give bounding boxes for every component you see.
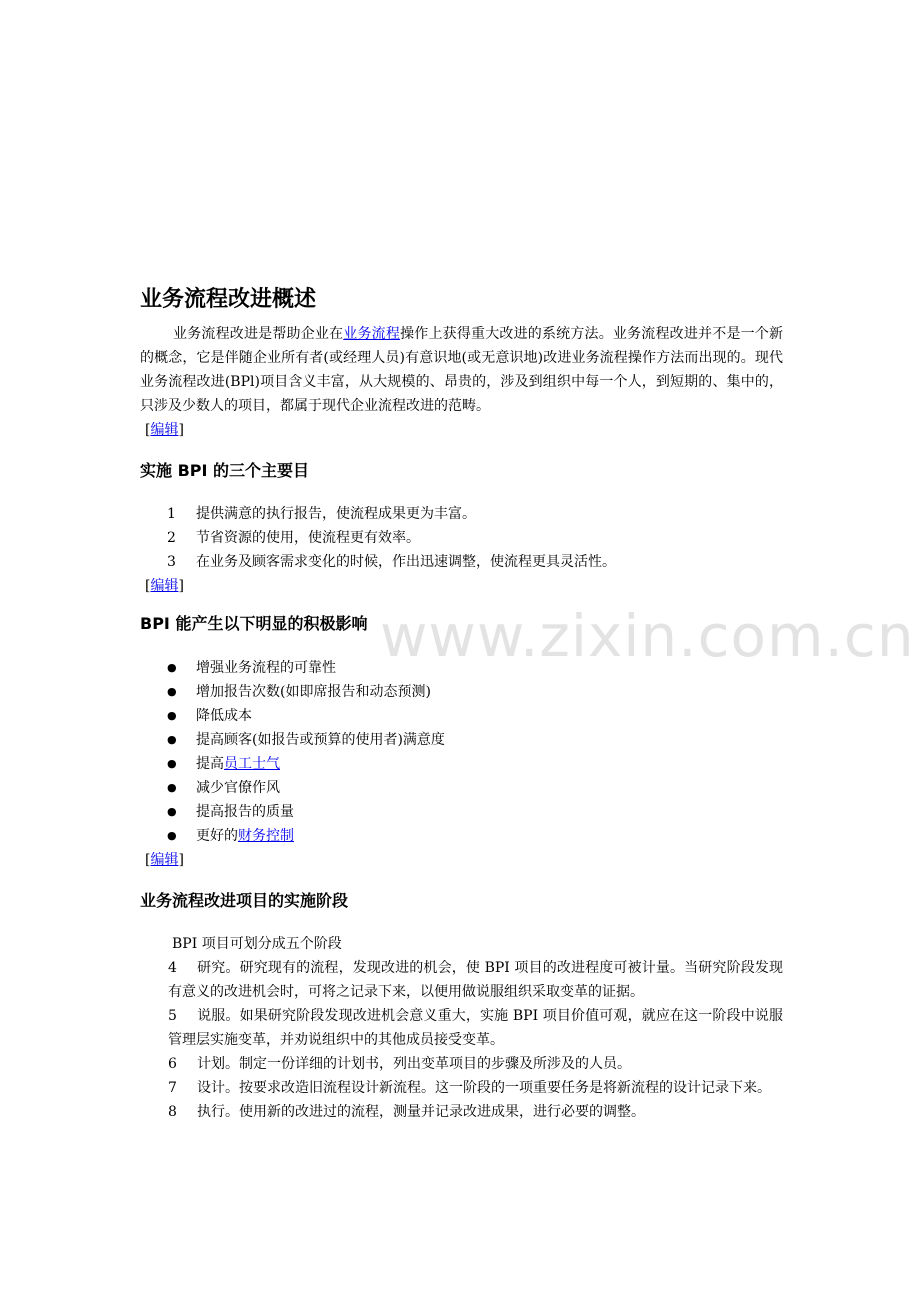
phases-list [168, 956, 783, 1124]
impact-heading: BPI 能产生以下明显的积极影响 [140, 614, 368, 633]
phase-step: 8 执行。使用新的改进过的流程，测量并记录改进成果，进行必要的调整。 [168, 1104, 645, 1120]
list-item: ● 更好的财务控制 [167, 824, 783, 848]
bullet-icon: ● [167, 805, 177, 818]
goals-list [140, 502, 783, 574]
phases-intro: BPI 项目可划分成五个阶段 [172, 936, 342, 952]
list-item: ● 降低成本 [167, 704, 783, 728]
phase-step: 7 设计。按要求改造旧流程设计新流程。这一阶段的一项重要任务是将新流程的设计记录下来。 [168, 1080, 771, 1096]
bullet-icon: ● [167, 781, 177, 794]
phase-step: 4 研究。研究现有的流程，发现改进的机会，使 BPI 项目的改进程度可被计量。当研究阶段发现有意义的改进机会时，可将之记录下来，以便用做说服组织采取变革的证据。 [168, 960, 783, 1000]
page-title: 业务流程改进概述 [140, 287, 317, 312]
article [140, 283, 783, 1124]
list-item: ● 增强业务流程的可靠性 [167, 656, 783, 680]
impact-list [140, 656, 783, 848]
edit-link[interactable]: 编辑 [150, 422, 179, 438]
list-item: ● 提高顾客(如报告或预算的使用者)满意度 [167, 728, 783, 752]
bullet-icon: ● [167, 829, 177, 842]
phase-step: 6 计划。制定一份详细的计划书，列出变革项目的步骤及所涉及的人员。 [168, 1056, 631, 1072]
edit-section-link-1: [编辑] [145, 422, 184, 438]
list-item: ● 增加报告次数(如即席报告和动态预测) [167, 680, 783, 704]
list-item: ● 提高报告的质量 [167, 800, 783, 824]
bullet-icon: ● [167, 733, 177, 746]
bullet-icon: ● [167, 709, 177, 722]
edit-link[interactable]: 编辑 [150, 578, 179, 594]
business-process-link[interactable]: 业务流程 [343, 326, 401, 342]
edit-section-link-2: [编辑] [145, 578, 184, 594]
bullet-icon: ● [167, 661, 177, 674]
intro-paragraph: 业务流程改进是帮助企业在业务流程操作上获得重大改进的系统方法。业务流程改进并不是一个新的概念，它是伴随企业所有者(或经理人员)有意识地(或无意识地)改进业务流程操作方法而出现的。现代业务流程改进(BPl)项目含义丰富，从大规模的、昂贵的，涉及到组织中每一个人，到短期的、集中的，只涉及少数人的项目，都属于现代企业流程改进的范畴。 [140, 326, 784, 414]
edit-link[interactable]: 编辑 [150, 852, 179, 868]
list-item: 1 提供满意的执行报告，使流程成果更为丰富。 [167, 506, 476, 522]
financial-control-link[interactable]: 财务控制 [238, 828, 294, 844]
list-item: ● 提高员工士气 [167, 752, 783, 776]
bullet-icon: ● [167, 757, 177, 770]
document-page: www.zixin.com.cn 业务流程改进概述 业务流程改进是帮助企业在业务流程操作上获得重大改进的系统方法。业务流程改进并不是一个新的概念，它是伴随企业所有者(或经理人员)有意识地(或无意识地)改进业务流程操作方法而出现的。现代业务流程改进(BPl)项目含义丰富，从大规模的、昂贵的，涉及到组织中每一个人，到短期的、集中的，只涉及少数人的项目，都属于现代企业流程改进的范畴。 [编辑] 实施 BPI 的三个主要目 1 提供满意的执行报告，使流程成果更为丰富。 2 节省资源的使用，使流程更有效率。 3 在业务及顾客需求变化的时候，作出迅速调整，使流程更具灵活性。 [编辑] BPI 能产生以下明显的积极影响 ● 增强业务流程的可靠性 ● 增加报告次数(如即席报告和动态预测) ● 降低成本 ● 提高顾客(如报告或预算的使用者)满意度 ● 提高员工士气 ● 减少官僚作风 ● 提高报告的质量 ● 更好的财务控制 [编辑] 业务流程改进项目的实施阶段 BPI 项目可划分成五个阶段 4 研究。研究现有的流程，发现改进的机会，使 BPI 项目的改进程度可被计量。当研究阶段发现有意义的改进机会时，可将之记录下来，以便用做说服组织采取变革的证据。 5 说服。如果研究阶段发现改进机会意义重大，实施 BPI 项目价值可观，就应在这一阶段中说服管理层实施变革，并劝说组织中的其他成员接受变革。 6 计划。制定一份详细的计划书，列出变革项目的步骤及所涉及的人员。 7 设计。按要求改造旧流程设计新流程。这一阶段的一项重要任务是将新流程的设计记录下来。 8 执行。使用新的改进过的流程，测量并记录改进成果，进行必要的调整。 [0, 0, 920, 1302]
edit-section-link-3: [编辑] [145, 852, 184, 868]
list-item: ● 减少官僚作风 [167, 776, 783, 800]
employee-morale-link[interactable]: 员工士气 [224, 756, 280, 772]
bullet-icon: ● [167, 685, 177, 698]
phases-heading: 业务流程改进项目的实施阶段 [140, 891, 349, 910]
list-item: 2 节省资源的使用，使流程更有效率。 [167, 530, 420, 546]
list-item: 3 在业务及顾客需求变化的时候，作出迅速调整，使流程更具灵活性。 [167, 554, 616, 570]
phase-step: 5 说服。如果研究阶段发现改进机会意义重大，实施 BPI 项目价值可观，就应在这一阶段中说服管理层实施变革，并劝说组织中的其他成员接受变革。 [168, 1008, 783, 1048]
goals-heading: 实施 BPI 的三个主要目 [140, 461, 310, 480]
